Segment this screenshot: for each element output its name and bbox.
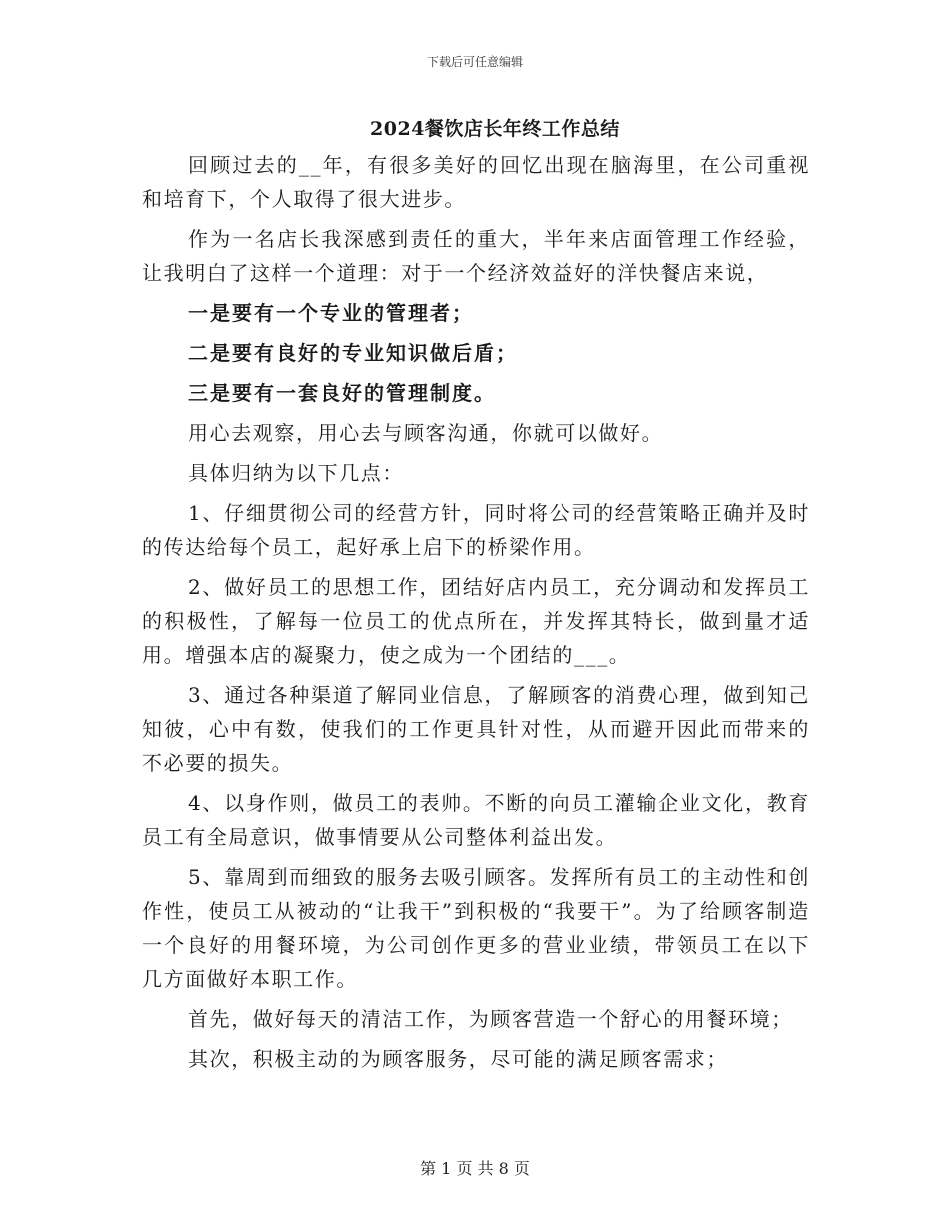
paragraph-item-5: 5、靠周到而细致的服务去吸引顾客。发挥所有员工的主动性和创作性，使员工从被动的“让我干”到积极的“我要干”。为了给顾客制造一个良好的用餐环境，为公司创作更多的营业业绩，带领员工在以下几方面做好本职工作。: [142, 865, 810, 991]
paragraph-item-1: 1、仔细贯彻公司的经营方针，同时将公司的经营策略正确并及时的传达给每个员工，起好承上启下的桥梁作用。: [142, 501, 810, 559]
paragraph-item-3: 3、通过各种渠道了解同业信息，了解顾客的消费心理，做到知己知彼，心中有数，使我们的工作更具针对性，从而避开因此而带来的不必要的损失。: [142, 683, 810, 775]
header-note: 下载后可任意编辑: [426, 55, 523, 69]
paragraph-2: 作为一名店长我深感到责任的重大，半年来店面管理工作经验，让我明白了这样一个道理：对于一个经济效益好的洋快餐店来说，: [142, 227, 810, 285]
paragraph-point-2: 二是要有良好的专业知识做后盾；: [188, 341, 518, 365]
document-body: [142, 148, 810, 1082]
paragraph-item-2: 2、做好员工的思想工作，团结好店内员工，充分调动和发挥员工的积极性，了解每一位员工的优点所在，并发挥其特长，做到量才适用。增强本店的凝聚力，使之成为一个团结的___。: [142, 575, 810, 667]
paragraph-second: 其次，积极主动的为顾客服务，尽可能的满足顾客需求；: [188, 1047, 728, 1071]
paragraph-item-4: 4、以身作则，做员工的表帅。不断的向员工灌输企业文化，教育员工有全局意识，做事情要从公司整体利益出发。: [142, 791, 810, 849]
paragraph-6: 用心去观察，用心去与顾客沟通，你就可以做好。: [188, 421, 664, 445]
paragraph-7: 具体归纳为以下几点：: [188, 461, 404, 485]
paragraph-first: 首先，做好每天的清洁工作，为顾客营造一个舒心的用餐环境；: [188, 1007, 793, 1031]
paragraph-point-3: 三是要有一套良好的管理制度。: [188, 381, 496, 405]
page-number: 第 1 页 共 8 页: [420, 1159, 530, 1178]
document-title: 2024餐饮店长年终工作总结: [370, 118, 620, 140]
paragraph-point-1: 一是要有一个专业的管理者；: [188, 301, 474, 325]
paragraph-1: 回顾过去的__年，有很多美好的回忆出现在脑海里，在公司重视和培育下，个人取得了很大进步。: [142, 153, 810, 211]
